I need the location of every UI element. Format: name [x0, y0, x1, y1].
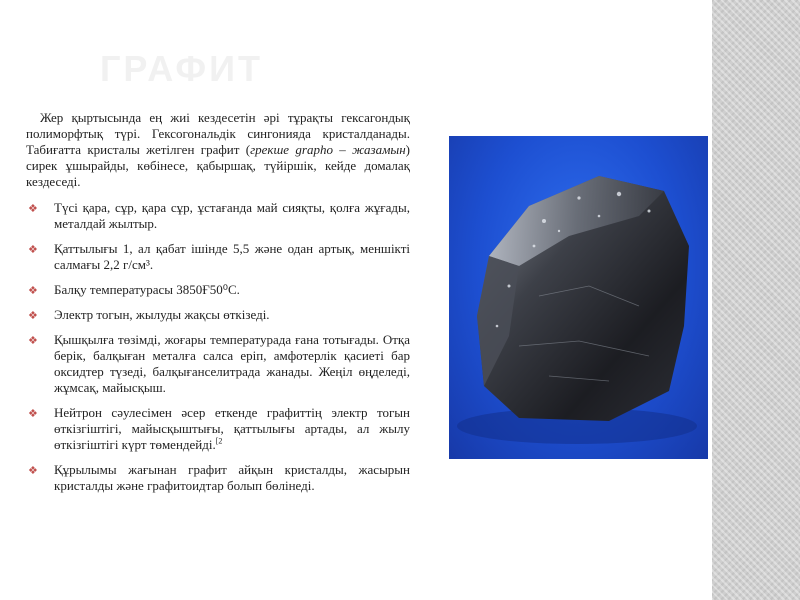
property-text: Электр тогын, жылуды жақсы өткізеді. [54, 307, 270, 322]
property-item [26, 200, 410, 232]
property-text: Нейтрон сәулесімен әсер еткенде графиттің электр тогын өткізгіштігі, майысқыштығы, қаттылығы артады, ал жылу өткізгіштігі күрт төмендейді. [54, 405, 410, 452]
diamond-bullet-icon: ❖ [28, 465, 38, 477]
property-text: Түсі қара, сұр, қара сұр, ұстағанда май сияқты, қолға жұғады, металдай жылтыр. [54, 200, 410, 231]
graphite-specimen-image [449, 136, 708, 459]
diamond-bullet-icon: ❖ [28, 285, 38, 297]
property-text: Қышқылға төзімді, жоғары температурада ғана тотығады. Отқа берік, балқыған металға салса еріп, амфотерлік қасиеті бар оксидтер түзеді, балқығанселитрада жанады. Жеңіл өңделеді, жұмсақ, майысқыш. [54, 332, 410, 395]
intro-text-end: ) сирек ұшырайды, көбінесе, қабыршақ, түйіршік, кейде домалақ кездеседі. [26, 142, 410, 189]
intro-etymology: грекше graрho – жазамын [250, 142, 406, 157]
diamond-bullet-icon: ❖ [28, 335, 38, 347]
property-item [26, 405, 410, 453]
slide-title: ГРАФИТ [100, 48, 263, 89]
property-item [26, 332, 410, 396]
diamond-bullet-icon: ❖ [28, 310, 38, 322]
property-item [26, 462, 410, 494]
property-item [26, 307, 410, 323]
property-text: Балқу температурасы 3850Ғ50⁰С. [54, 282, 240, 297]
diamond-bullet-icon: ❖ [28, 244, 38, 256]
graphite-photo [449, 136, 708, 459]
property-item [26, 282, 410, 298]
intro-text-start: Жер қыртысында ең жиі кездесетін әрі тұрақты гексагондық полиморфтық түрі. Гексогональдік сингонияда кристалданады. Табиғатта кристалы жетілген графит ( [26, 110, 410, 157]
intro-paragraph [26, 110, 410, 190]
slide-body [26, 110, 410, 503]
diamond-bullet-icon: ❖ [28, 203, 38, 215]
property-text: Қаттылығы 1, ал қабат ішінде 5,5 және одан артық, меншікті салмағы 2,2 г/см³. [54, 241, 410, 272]
diamond-bullet-icon: ❖ [28, 408, 38, 420]
reference-marker: [2 [215, 436, 223, 446]
property-list [26, 200, 410, 494]
decorative-side-band [712, 0, 800, 600]
property-item [26, 241, 410, 273]
property-text: Құрылымы жағынан графит айқын кристалды, жасырын кристалды және графитоидтар болып бөлінеді. [54, 462, 410, 493]
